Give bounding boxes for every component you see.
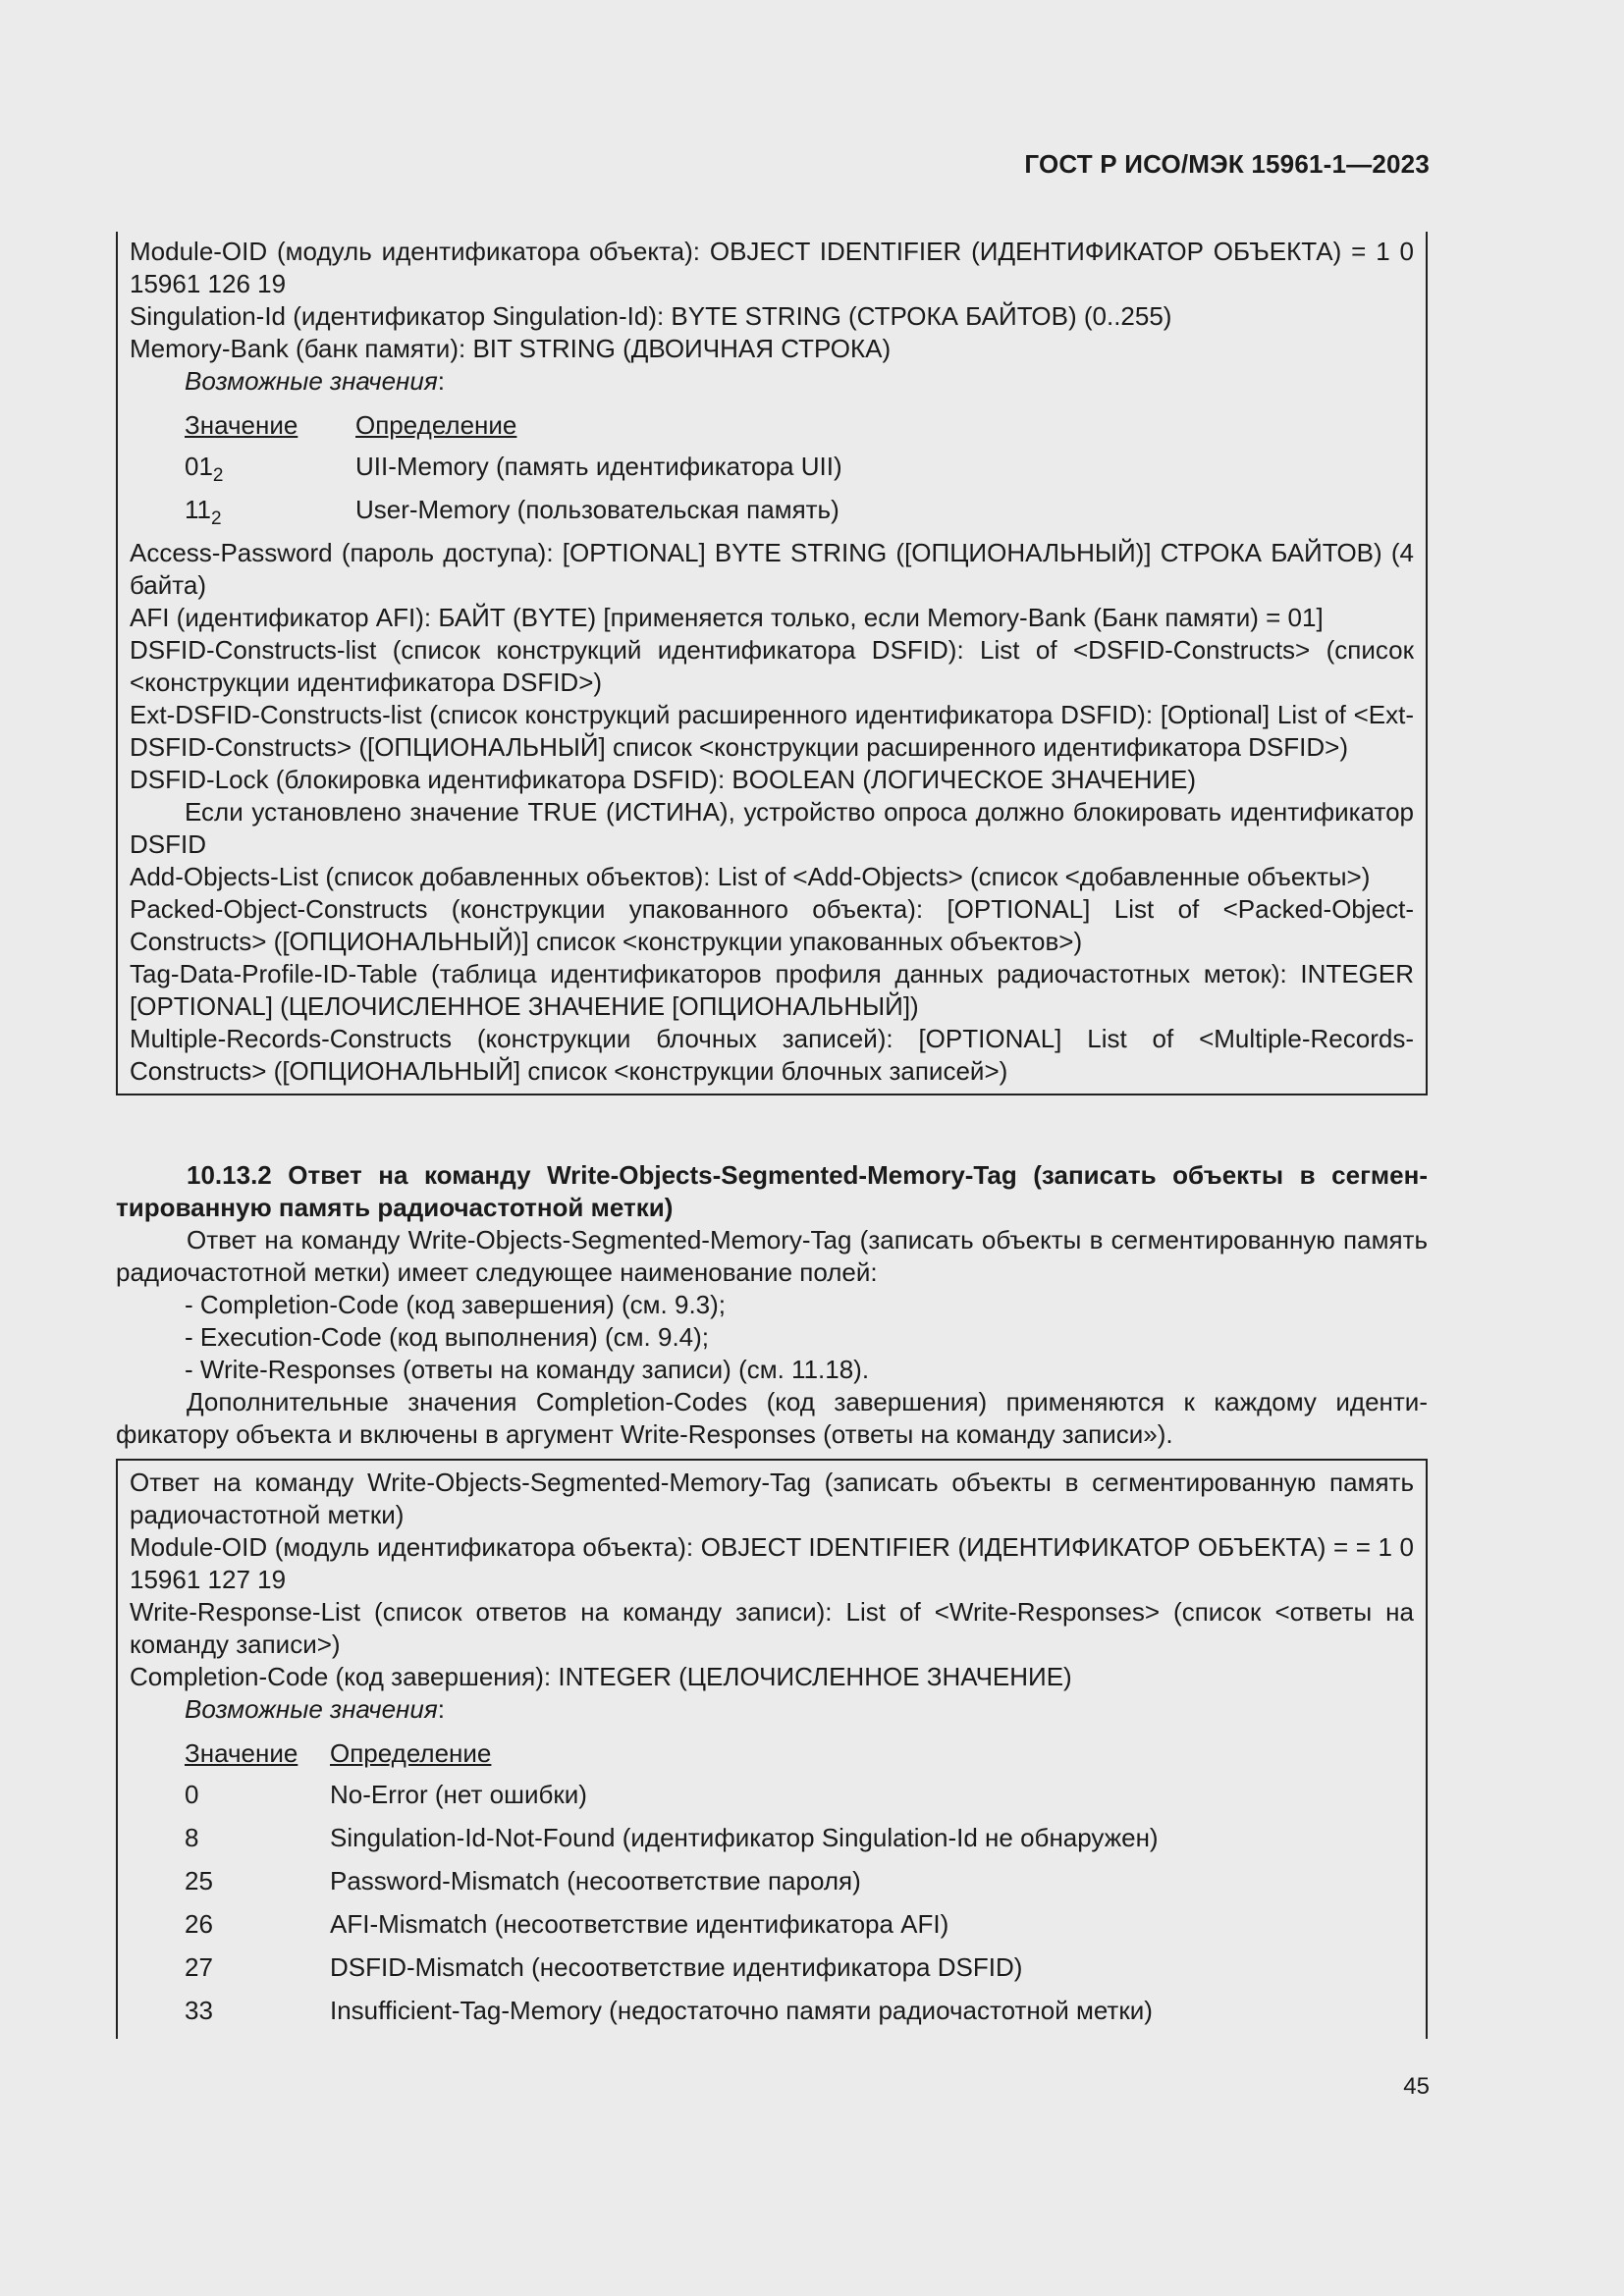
memory-bank-line: Memory-Bank (банк памяти): BIT STRING (ДВОИЧНАЯ СТРОКА) <box>130 334 892 363</box>
table-row <box>185 445 1414 488</box>
multiple-records-line: Multiple-Records-Constructs (конструкции блочных записей): [OPTIONAL] List of <Multiple-Records-Constructs> ([ОПЦИОНАЛЬНЫЙ] список <конструкции блочных записей>) <box>130 1024 1414 1086</box>
table-value: 33 <box>185 1995 213 2025</box>
definition-column-header: Определение <box>355 409 517 440</box>
table-row <box>185 1816 1414 1859</box>
write-response-list-line: Write-Response-List (список ответов на команду записи): List of <Write-Responses> (список <ответы на команду записи>) <box>130 1597 1414 1659</box>
table-row <box>185 1946 1414 1989</box>
section-note: Дополнительные значения Completion-Codes (код завершения) применяются к каждому идентификатору объекта и включены в аргумент Write-Responses (ответы на команду записи»). <box>116 1387 1428 1449</box>
section-intro: Ответ на команду Write-Objects-Segmented-Memory-Tag (записать объекты в сегментированную память радиочастотной метки) имеет следующее наименование полей: <box>116 1225 1428 1287</box>
table-row <box>185 1902 1414 1946</box>
table-definition: Password-Mismatch (несоответствие пароля) <box>330 1865 861 1896</box>
memory-bank-values-table <box>185 405 1414 531</box>
add-objects-line: Add-Objects-List (список добавленных объектов): List of <Add-Objects> (список <добавленные объекты>) <box>130 862 1371 891</box>
table-definition: User-Memory (пользовательская память) <box>355 494 839 524</box>
list-item: - Completion-Code (код завершения) (см. 9.3); <box>185 1290 727 1319</box>
value-column-header: Значение <box>185 409 298 440</box>
singulation-id-line: Singulation-Id (идентификатор Singulation-Id): BYTE STRING (СТРОКА БАЙТОВ) (0..255) <box>130 301 1172 331</box>
possible-values-label: Возможные значения: <box>185 366 445 396</box>
definition-column-header: Определение <box>330 1737 492 1768</box>
table-row <box>185 488 1414 531</box>
document-header: ГОСТ Р ИСО/МЭК 15961-1—2023 <box>1024 149 1430 179</box>
table-value: 0 <box>185 1779 199 1809</box>
completion-code-values-table <box>185 1734 1414 2032</box>
table-value: $01_2$ <box>185 451 224 486</box>
table-definition: No-Error (нет ошибки) <box>330 1779 587 1809</box>
table-definition: DSFID-Mismatch (несоответствие идентификатора DSFID) <box>330 1951 1023 1982</box>
table-row <box>185 1859 1414 1902</box>
table-row <box>185 1773 1414 1816</box>
afi-line: AFI (идентификатор AFI): БАЙТ (BYTE) [применяется только, если Memory-Bank (Банк памяти) = 01] <box>130 603 1324 632</box>
section-10-13-2 <box>116 1159 1428 1451</box>
page-number: 45 <box>1403 2073 1430 2100</box>
response-definition-box <box>116 1459 1428 2039</box>
table-header-row <box>185 405 1414 445</box>
access-password-line: Access-Password (пароль доступа): [OPTIONAL] BYTE STRING ([ОПЦИОНАЛЬНЫЙ)] СТРОКА БАЙТОВ) (4 байта) <box>130 538 1414 600</box>
value-column-header: Значение <box>185 1737 298 1768</box>
module-oid-line: Module-OID (модуль идентификатора объекта): OBJECT IDENTIFIER (ИДЕНТИФИКАТОР ОБЪЕКТА) = = 1 0 15961 127 19 <box>130 1532 1414 1594</box>
table-definition: UII-Memory (память идентификатора UII) <box>355 451 842 481</box>
dsfid-constructs-line: DSFID-Constructs-list (список конструкций идентификатора DSFID): List of <DSFID-Constructs> (список <конструкции идентификатора DSFID>) <box>130 635 1414 697</box>
table-row <box>185 1989 1414 2032</box>
possible-values-label: Возможные значения: <box>185 1694 445 1724</box>
asn-definition-box <box>116 232 1428 1095</box>
table-header-row <box>185 1734 1414 1773</box>
table-value: 8 <box>185 1822 199 1852</box>
list-item: - Write-Responses (ответы на команду записи) (см. 11.18). <box>185 1355 870 1384</box>
list-item: - Execution-Code (код выполнения) (см. 9.4); <box>185 1322 710 1352</box>
table-definition: AFI-Mismatch (несоответствие идентификатора AFI) <box>330 1908 949 1939</box>
section-title: 10.13.2 Ответ на команду Write-Objects-Segmented-Memory-Tag (записать объекты в сегментированную память радиочастотной метки) <box>116 1160 1428 1222</box>
dsfid-lock-line: DSFID-Lock (блокировка идентификатора DSFID): BOOLEAN (ЛОГИЧЕСКОЕ ЗНАЧЕНИЕ) <box>130 765 1197 794</box>
table-value: $11_2$ <box>185 494 222 529</box>
completion-code-line: Completion-Code (код завершения): INTEGER (ЦЕЛОЧИСЛЕННОЕ ЗНАЧЕНИЕ) <box>130 1662 1072 1691</box>
table-definition: Singulation-Id-Not-Found (идентификатор Singulation-Id не обнаружен) <box>330 1822 1159 1852</box>
ext-dsfid-constructs-line: Ext-DSFID-Constructs-list (список конструкций расширенного идентификатора DSFID): [Optional] List of <Ext-DSFID-Constructs> ([ОПЦИОНАЛЬНЫЙ] список <конструкции расширенного идентификатора DSFID>) <box>130 700 1414 762</box>
tag-data-profile-line: Tag-Data-Profile-ID-Table (таблица идентификаторов профиля данных радиочастотных меток): INTEGER [OPTIONAL] (ЦЕЛОЧИСЛЕННОЕ ЗНАЧЕНИЕ [ОПЦИОНАЛЬНЫЙ]) <box>130 959 1414 1021</box>
table-definition: Insufficient-Tag-Memory (недостаточно памяти радиочастотной метки) <box>330 1995 1153 2025</box>
packed-object-line: Packed-Object-Constructs (конструкции упакованного объекта): [OPTIONAL] List of <Packed-Object-Constructs> ([ОПЦИОНАЛЬНЫЙ)] список <конструкции упакованных объектов>) <box>130 894 1414 956</box>
response-title-line: Ответ на команду Write-Objects-Segmented-Memory-Tag (записать объекты в сегментированную память радиочастотной метки) <box>130 1468 1414 1529</box>
table-value: 26 <box>185 1908 213 1939</box>
table-value: 25 <box>185 1865 213 1896</box>
table-value: 27 <box>185 1951 213 1982</box>
dsfid-lock-note: Если установлено значение TRUE (ИСТИНА), устройство опроса должно блокировать идентификатор DSFID <box>130 797 1414 859</box>
module-oid-line: Module-OID (модуль идентификатора объекта): OBJECT IDENTIFIER (ИДЕНТИФИКАТОР ОБЪЕКТА) = 1 0 15961 126 19 <box>130 237 1414 298</box>
